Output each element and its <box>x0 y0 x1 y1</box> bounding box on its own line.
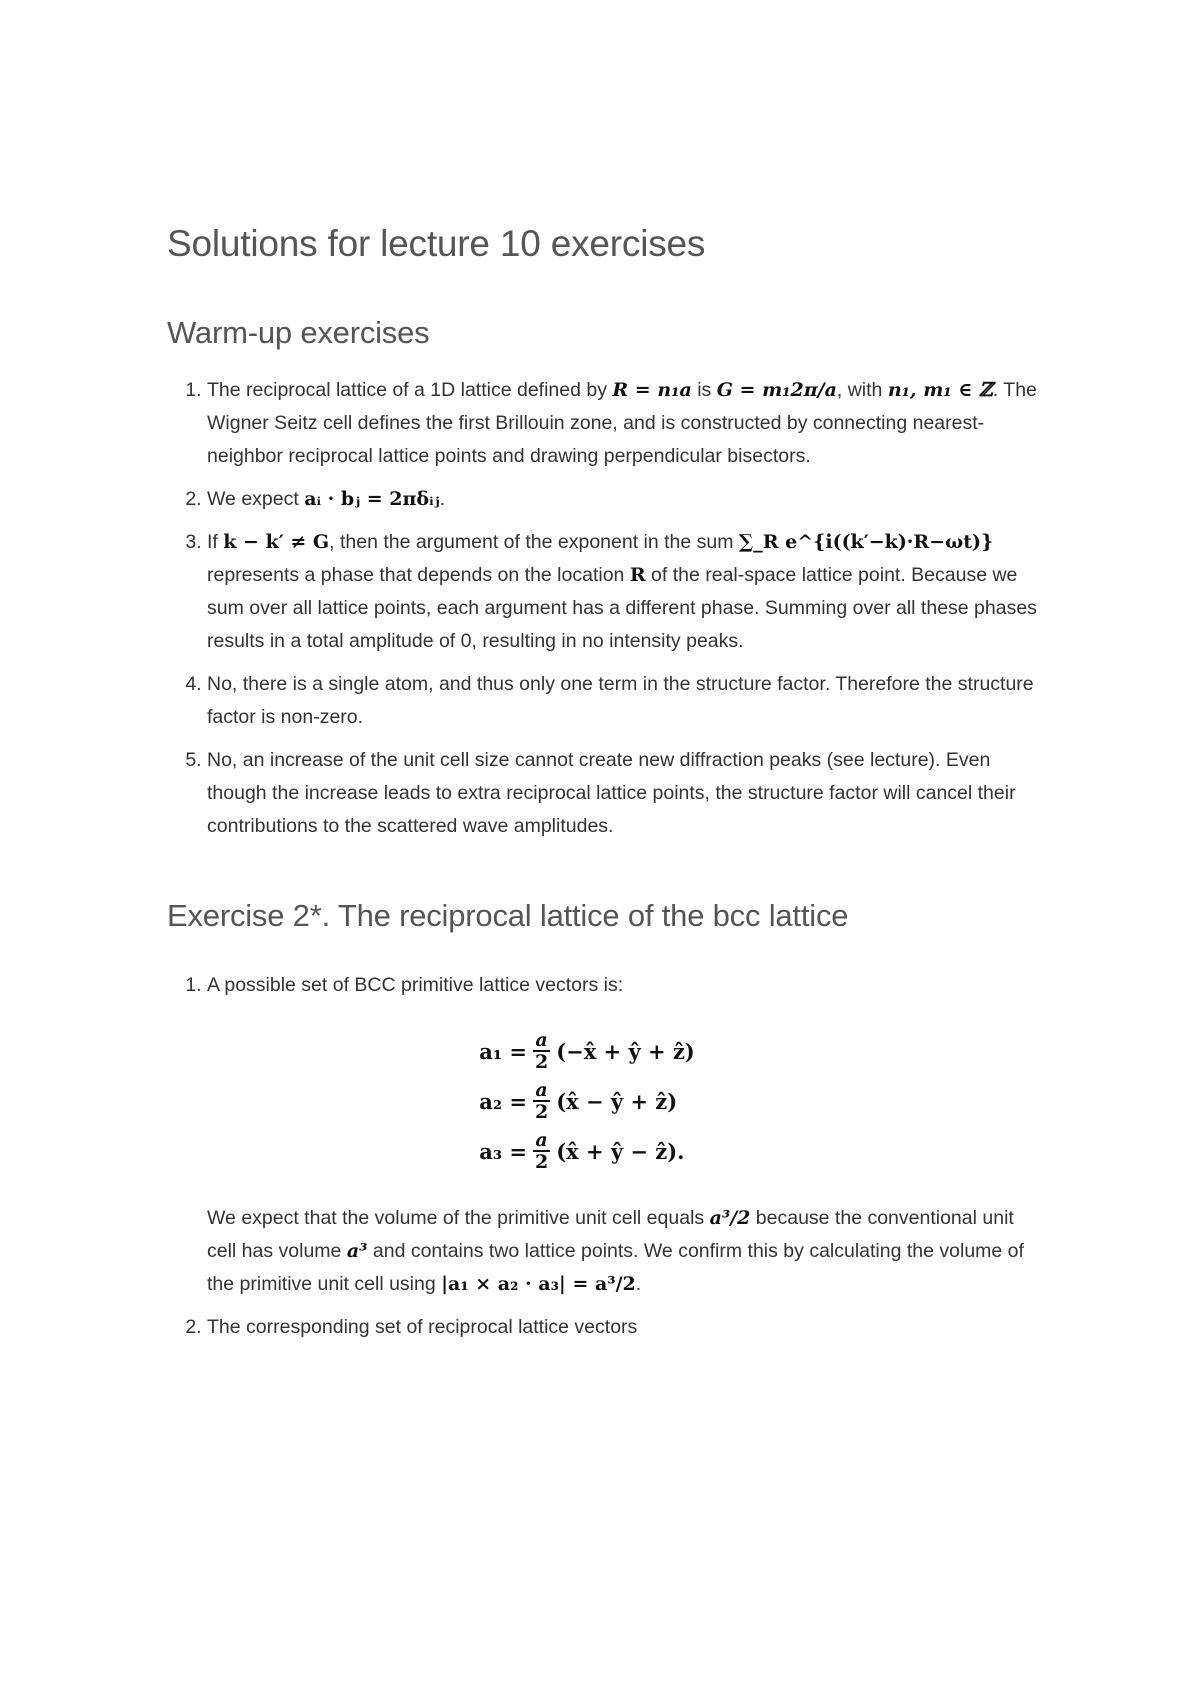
math-expression: |a₁ × a₂ · a₃| = a³/2 <box>441 1273 636 1295</box>
math-expression: G = m₁2π/a <box>716 379 837 401</box>
text-span: represents a phase that depends on the location <box>207 564 630 586</box>
fraction <box>533 1130 550 1172</box>
equation-row <box>479 1026 695 1076</box>
text-span: No, there is a single atom, and thus only one term in the structure factor. Therefore the structure factor is non-zero. <box>207 673 1034 728</box>
fraction-numerator: a <box>535 1129 548 1151</box>
text-span: because the conventional unit cell has volume <box>207 1207 1014 1262</box>
equation-rhs: (x̂ + ŷ − ẑ). <box>556 1138 685 1164</box>
equation-row <box>479 1076 695 1126</box>
section-heading-exercise-2: Exercise 2*. The reciprocal lattice of the bcc lattice <box>167 898 849 933</box>
warmup-item-3 <box>207 526 1047 658</box>
math-expression: a³/2 <box>709 1207 751 1229</box>
text-span: , then the argument of the exponent in the sum <box>329 531 739 553</box>
equation-lhs: a₃ = <box>479 1138 527 1164</box>
document-content <box>167 222 1047 1354</box>
page-title: Solutions for lecture 10 exercises <box>167 223 706 264</box>
equation-rhs: (x̂ − ŷ + ẑ) <box>556 1088 678 1114</box>
fraction <box>533 1080 550 1122</box>
text-span: We expect that the volume of the primitive unit cell equals <box>207 1207 710 1229</box>
text-span: The reciprocal lattice of a 1D lattice defined by <box>207 379 613 401</box>
primitive-vectors-equations <box>479 1026 695 1176</box>
text-span: The corresponding set of reciprocal lattice vectors <box>207 1316 638 1338</box>
math-expression: aᵢ · bⱼ = 2πδᵢⱼ <box>304 488 440 510</box>
text-span: is <box>691 379 717 401</box>
exercise-2-item-2 <box>207 1311 1047 1344</box>
fraction <box>533 1030 550 1072</box>
equation-row <box>479 1126 695 1176</box>
text-span: A possible set of BCC primitive lattice vectors is: <box>207 974 624 996</box>
section-heading-warmup: Warm-up exercises <box>167 315 430 350</box>
text-span: We expect <box>207 488 305 510</box>
equation-lhs: a₂ = <box>479 1088 527 1114</box>
warmup-list <box>167 374 1047 843</box>
warmup-item-2 <box>207 483 1047 516</box>
fraction-denominator: 2 <box>534 1151 549 1173</box>
equation-block <box>167 1026 1007 1176</box>
exercise-2-list <box>167 969 1047 1344</box>
math-expression: k − k′ ≠ G <box>223 531 330 553</box>
math-expression: a³ <box>346 1240 368 1262</box>
fraction-denominator: 2 <box>534 1051 549 1073</box>
fraction-numerator: a <box>535 1079 548 1101</box>
text-span: . <box>635 1273 642 1295</box>
warmup-item-1 <box>207 374 1047 473</box>
text-span: and contains two lattice points. We confirm this by calculating the volume of the primitive unit cell using <box>207 1240 1024 1295</box>
math-expression: R = n₁a <box>612 379 692 401</box>
text-span: No, an increase of the unit cell size cannot create new diffraction peaks (see lecture). Even though the increase leads to extra reciprocal lattice points, the structure factor will cancel their contributions to the scattered wave amplitudes. <box>207 749 1016 837</box>
fraction-numerator: a <box>535 1029 548 1051</box>
warmup-item-5 <box>207 744 1047 843</box>
exercise-2-item-1 <box>207 969 1047 1301</box>
warmup-item-4 <box>207 668 1047 734</box>
text-span: . The Wigner Seitz cell defines the first Brillouin zone, and is constructed by connecting nearest-neighbor reciprocal lattice points and drawing perpendicular bisectors. <box>207 379 1037 467</box>
text-span: , with <box>836 379 888 401</box>
text-span: . <box>439 488 446 510</box>
equation-lhs: a₁ = <box>479 1038 527 1064</box>
fraction-denominator: 2 <box>534 1101 549 1123</box>
text-span: of the real-space lattice point. Because we sum over all lattice points, each argument has a different phase. Summing over all these phases results in a total amplitude of 0, resulting in no intensity peaks. <box>207 564 1037 652</box>
math-expression: n₁, m₁ ∈ ℤ <box>887 379 993 401</box>
text-span: If <box>207 531 224 553</box>
math-expression: R <box>629 564 646 586</box>
math-expression: ∑_R e^{i((k′−k)·R−ωt)} <box>738 531 994 553</box>
equation-rhs: (−x̂ + ŷ + ẑ) <box>556 1038 695 1064</box>
